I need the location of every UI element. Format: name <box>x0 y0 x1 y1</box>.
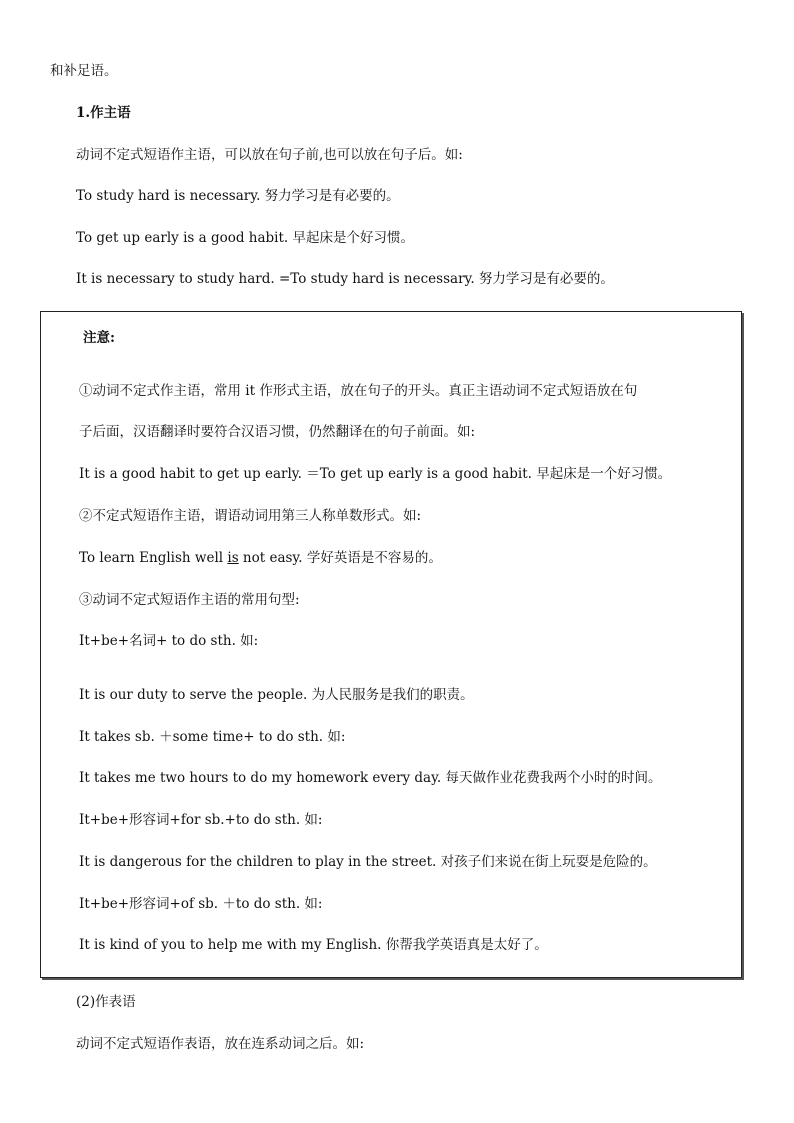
sentence-pattern-1: It+be+名词+ to do sth. 如: <box>79 633 259 649</box>
underlined-verb: is <box>227 550 239 566</box>
example-sentence: It is necessary to study hard. =To study hard is necessary. 努力学习是有必要的。 <box>76 271 614 287</box>
section-intro-predicative: 动词不定式短语作表语，放在连系动词之后。如: <box>76 1036 365 1052</box>
note-title: 注意: <box>83 330 115 346</box>
note-example-1: It is a good habit to get up early. ＝To get up early is a good habit. 早起床是一个好习惯。 <box>79 466 672 482</box>
note-example-2-start: To learn English well <box>79 550 228 566</box>
pattern-3-example: It is dangerous for the children to play in the street. 对孩子们来说在街上玩耍是危险的。 <box>79 854 657 870</box>
section-heading-predicative: (2)作表语 <box>76 994 136 1010</box>
continuation-text: 和补足语。 <box>50 63 118 79</box>
note-point-1-line-2: 子后面，汉语翻译时要符合汉语习惯，仍然翻译在的句子前面。如: <box>79 424 476 440</box>
example-sentence: To study hard is necessary. 努力学习是有必要的。 <box>76 188 400 204</box>
sentence-pattern-4: It+be+形容词+of sb. ＋to do sth. 如: <box>79 896 323 912</box>
pattern-2-example: It takes me two hours to do my homework every day. 每天做作业花费我两个小时的时间。 <box>79 770 662 786</box>
note-point-3: ③动词不定式短语作主语的常用句型: <box>79 592 300 608</box>
pattern-1-example: It is our duty to serve the people. 为人民服务是我们的职责。 <box>79 687 474 703</box>
pattern-4-example: It is kind of you to help me with my English. 你帮我学英语真是太好了。 <box>79 937 548 953</box>
note-point-2: ②不定式短语作主语，谓语动词用第三人称单数形式。如: <box>79 508 422 524</box>
note-point-1-line-1: ①动词不定式作主语，常用 it 作形式主语，放在句子的开头。真正主语动词不定式短语放在句 <box>79 383 638 399</box>
section-heading-subject: 1.作主语 <box>76 105 131 121</box>
note-example-2-end: not easy. 学好英语是不容易的。 <box>238 550 442 566</box>
note-example-2 <box>79 549 442 567</box>
note-box <box>40 311 742 978</box>
example-sentence: To get up early is a good habit. 早起床是个好习惯。 <box>76 230 414 246</box>
section-intro-subject: 动词不定式短语作主语，可以放在句子前,也可以放在句子后。如: <box>76 147 463 163</box>
sentence-pattern-2: It takes sb. ＋some time+ to do sth. 如: <box>79 729 346 745</box>
sentence-pattern-3: It+be+形容词+for sb.+to do sth. 如: <box>79 812 323 828</box>
